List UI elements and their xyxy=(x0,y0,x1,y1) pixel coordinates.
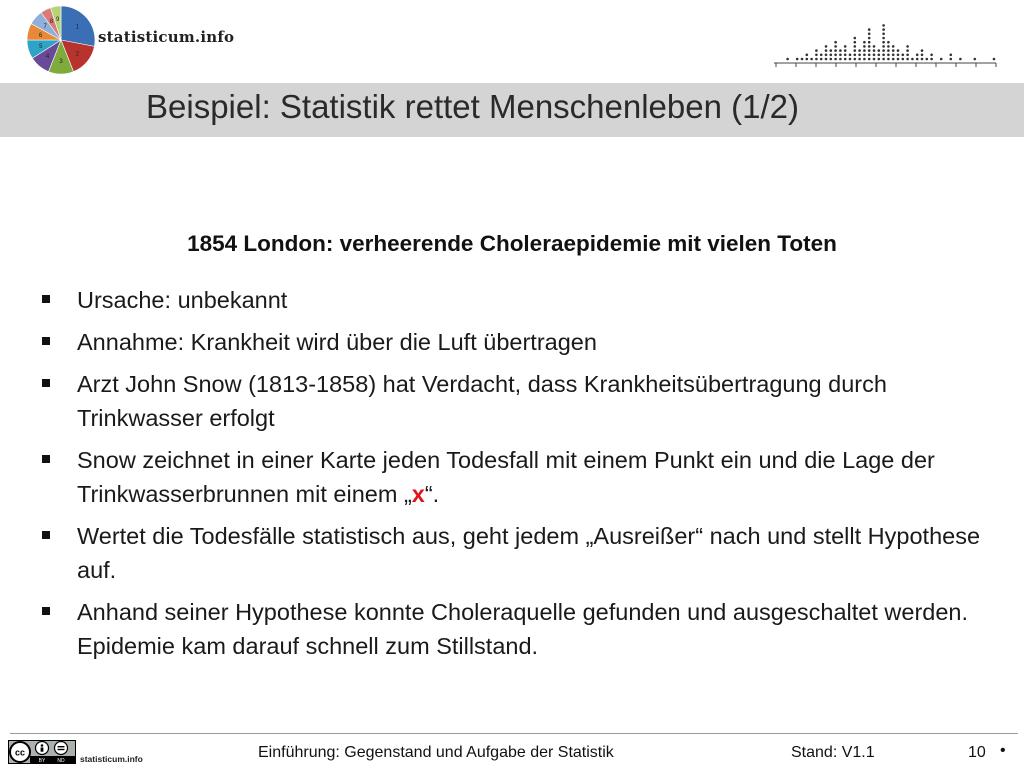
dot-mark xyxy=(873,54,876,57)
dot-mark xyxy=(868,54,871,57)
dot-mark xyxy=(930,54,933,57)
dot-mark xyxy=(796,58,799,61)
dot-mark xyxy=(863,41,866,44)
dot-mark xyxy=(887,54,890,57)
svg-text:cc: cc xyxy=(14,747,26,758)
bullet-text: Ursache: unbekannt xyxy=(77,287,288,313)
dot-mark xyxy=(786,58,789,61)
dot-mark xyxy=(887,58,890,61)
dot-mark xyxy=(806,54,809,57)
dot-mark xyxy=(993,58,996,61)
dot-mark xyxy=(858,49,861,52)
dot-mark xyxy=(882,54,885,57)
dot-mark xyxy=(839,49,842,52)
dot-mark xyxy=(830,58,833,61)
dot-mark xyxy=(916,54,919,57)
dot-mark xyxy=(863,54,866,57)
square-bullet-icon xyxy=(42,295,50,303)
dot-mark xyxy=(892,49,895,52)
dot-mark xyxy=(854,54,857,57)
dot-mark xyxy=(940,58,943,61)
dot-mark xyxy=(854,49,857,52)
dot-mark xyxy=(830,49,833,52)
bullet-text-part: “. xyxy=(424,481,440,507)
dot-mark xyxy=(801,58,804,61)
dot-mark xyxy=(882,45,885,48)
dot-mark xyxy=(825,54,828,57)
square-bullet-icon xyxy=(42,531,50,539)
bullet-text: Arzt John Snow (1813-1858) hat Verdacht, dass Krankheitsübertragung durch Trinkwasser erfolgt xyxy=(77,371,887,431)
dot-mark xyxy=(815,49,818,52)
dot-mark xyxy=(863,45,866,48)
dot-mark xyxy=(839,58,842,61)
dot-mark xyxy=(834,41,837,44)
dot-mark xyxy=(892,45,895,48)
bullet-list xyxy=(40,283,1000,671)
dot-mark xyxy=(878,49,881,52)
cc-license-badge[interactable] xyxy=(8,740,76,764)
dot-mark xyxy=(921,49,924,52)
square-bullet-icon xyxy=(42,379,50,387)
dot-mark xyxy=(834,54,837,57)
bullet-text: Wertet die Todesfälle statistisch aus, geht jedem „Ausreißer“ nach und stellt Hypothese auf. xyxy=(77,523,981,583)
dot-mark xyxy=(882,37,885,40)
dot-mark xyxy=(858,54,861,57)
dot-mark xyxy=(810,58,813,61)
dot-mark xyxy=(834,49,837,52)
dot-mark xyxy=(868,33,871,36)
dot-mark xyxy=(887,41,890,44)
dot-mark xyxy=(854,37,857,40)
dot-mark xyxy=(878,58,881,61)
dot-mark xyxy=(882,49,885,52)
dot-mark xyxy=(882,58,885,61)
dot-mark xyxy=(815,58,818,61)
dot-mark xyxy=(882,41,885,44)
svg-text:ND: ND xyxy=(57,758,65,764)
dot-mark xyxy=(873,45,876,48)
dot-mark xyxy=(897,58,900,61)
dot-mark xyxy=(854,58,857,61)
bullet-text-part: Snow zeichnet in einer Karte jeden Todesfall mit einem Punkt ein und die Lage der Trinkwasserbrunnen mit einem „ xyxy=(77,447,935,507)
dot-mark xyxy=(902,58,905,61)
dot-mark xyxy=(849,54,852,57)
dot-mark xyxy=(825,49,828,52)
highlight-x: x xyxy=(411,481,425,507)
dot-mark xyxy=(834,45,837,48)
dot-mark xyxy=(873,49,876,52)
dot-mark xyxy=(863,49,866,52)
bullet-item xyxy=(40,283,1000,317)
pie-label: 5 xyxy=(39,43,43,50)
pie-label: 6 xyxy=(38,32,43,39)
dot-mark xyxy=(868,58,871,61)
dot-mark xyxy=(868,45,871,48)
dot-mark xyxy=(926,58,929,61)
pie-label: 8 xyxy=(49,19,54,26)
pie-label: 7 xyxy=(43,24,47,31)
dot-mark xyxy=(882,33,885,36)
dot-mark xyxy=(897,49,900,52)
dot-mark xyxy=(820,54,823,57)
dot-mark xyxy=(892,54,895,57)
dot-mark xyxy=(959,58,962,61)
dot-mark xyxy=(878,54,881,57)
dot-mark xyxy=(806,58,809,61)
footer-version: Stand: V1.1 xyxy=(791,744,875,761)
dot-mark xyxy=(825,45,828,48)
dot-mark xyxy=(868,28,871,31)
dot-mark xyxy=(844,54,847,57)
logo-text: statisticum.info xyxy=(98,28,235,46)
square-bullet-icon xyxy=(42,607,50,615)
bullet-item xyxy=(40,443,1000,511)
dot-mark xyxy=(887,49,890,52)
dot-mark xyxy=(868,37,871,40)
dot-mark xyxy=(844,45,847,48)
pie-label: 9 xyxy=(56,17,60,24)
dot-mark xyxy=(906,45,909,48)
bullet-item xyxy=(40,519,1000,587)
dot-mark xyxy=(868,41,871,44)
dot-mark xyxy=(950,54,953,57)
page-title: Beispiel: Statistik rettet Menschenleben (1/2) xyxy=(146,88,799,125)
dot-mark xyxy=(854,41,857,44)
license-site-text: statisticum.info xyxy=(80,754,143,764)
dot-mark xyxy=(902,54,905,57)
pie-label: 2 xyxy=(75,51,79,58)
dot-mark xyxy=(950,58,953,61)
dot-mark xyxy=(858,58,861,61)
dot-mark xyxy=(887,45,890,48)
dot-mark xyxy=(834,58,837,61)
dot-mark xyxy=(882,28,885,31)
dot-mark xyxy=(849,58,852,61)
dot-mark xyxy=(921,54,924,57)
footer-course-title: Einführung: Gegenstand und Aufgabe der Statistik xyxy=(258,744,614,761)
pie-label: 4 xyxy=(45,54,50,61)
bullet-text xyxy=(77,447,935,507)
pie-label: 3 xyxy=(59,59,63,66)
dot-mark xyxy=(815,54,818,57)
dot-mark xyxy=(844,58,847,61)
dot-mark xyxy=(873,58,876,61)
dot-mark xyxy=(854,45,857,48)
bullet-item xyxy=(40,367,1000,435)
page-number: 10 xyxy=(968,744,986,761)
dot-mark xyxy=(974,58,977,61)
dot-mark xyxy=(863,58,866,61)
dot-mark xyxy=(825,58,828,61)
dot-mark xyxy=(906,58,909,61)
dot-mark xyxy=(906,54,909,57)
square-bullet-icon xyxy=(42,337,50,345)
dot-mark xyxy=(868,49,871,52)
dot-mark xyxy=(830,54,833,57)
dot-mark xyxy=(930,58,933,61)
statisticum-pie-logo xyxy=(26,5,96,75)
dot-mark xyxy=(921,58,924,61)
dotplot-logo xyxy=(772,10,998,70)
bullet-item xyxy=(40,325,1000,359)
dot-mark xyxy=(906,49,909,52)
footer-divider xyxy=(10,733,1018,734)
section-subtitle: 1854 London: verheerende Choleraepidemie mit vielen Toten xyxy=(187,231,837,256)
dot-mark xyxy=(882,24,885,27)
dot-mark xyxy=(839,54,842,57)
dot-mark xyxy=(820,58,823,61)
dot-mark xyxy=(911,58,914,61)
square-bullet-icon xyxy=(42,455,50,463)
bullet-item xyxy=(40,595,1000,663)
dot-mark xyxy=(892,58,895,61)
bullet-text: Annahme: Krankheit wird über die Luft übertragen xyxy=(77,329,597,355)
svg-text:BY: BY xyxy=(38,758,46,764)
pie-label: 1 xyxy=(75,24,79,31)
dot-mark xyxy=(916,58,919,61)
dot-mark xyxy=(897,54,900,57)
footer-bullet: • xyxy=(1000,742,1006,759)
bullet-text: Anhand seiner Hypothese konnte Choleraquelle gefunden und ausgeschaltet werden. Epidemie kam darauf schnell zum Stillstand. xyxy=(77,599,969,659)
dot-mark xyxy=(844,49,847,52)
